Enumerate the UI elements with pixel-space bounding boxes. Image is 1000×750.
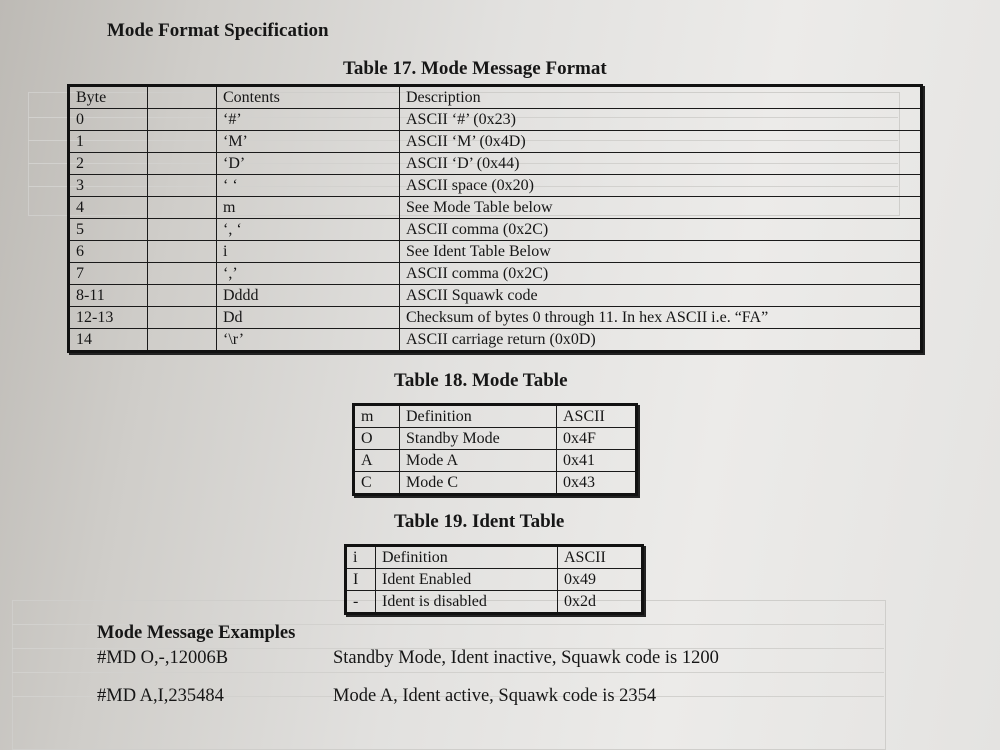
cell-code: O [354, 428, 400, 450]
header-i: i [346, 546, 376, 569]
cell-description: Checksum of bytes 0 through 11. In hex ASCII i.e. “FA” [400, 307, 922, 329]
cell-ascii: 0x49 [558, 569, 643, 591]
header-ascii: ASCII [557, 405, 637, 428]
header-m: m [354, 405, 400, 428]
cell-ascii: 0x2d [558, 591, 643, 614]
cell-blank [148, 197, 217, 219]
cell-description: ASCII carriage return (0x0D) [400, 329, 922, 352]
cell-description: ASCII Squawk code [400, 285, 922, 307]
header-contents: Contents [217, 86, 400, 109]
cell-contents: ‘M’ [217, 131, 400, 153]
cell-description: ASCII ‘M’ (0x4D) [400, 131, 922, 153]
cell-blank [148, 153, 217, 175]
mode-table [352, 403, 638, 496]
cell-description: ASCII comma (0x2C) [400, 263, 922, 285]
cell-blank [148, 241, 217, 263]
cell-byte: 4 [69, 197, 148, 219]
cell-contents: ‘#’ [217, 109, 400, 131]
ident-table [344, 544, 644, 615]
cell-ascii: 0x4F [557, 428, 637, 450]
example-description: Standby Mode, Ident inactive, Squawk code is 1200 [333, 648, 719, 668]
cell-blank [148, 131, 217, 153]
table-row [69, 175, 922, 197]
cell-byte: 5 [69, 219, 148, 241]
bleed-through-rule [12, 672, 884, 673]
cell-definition: Mode C [400, 472, 557, 495]
table-row [69, 241, 922, 263]
cell-byte: 14 [69, 329, 148, 352]
cell-code: A [354, 450, 400, 472]
header-definition: Definition [400, 405, 557, 428]
example-code: #MD A,I,235484 [97, 686, 224, 706]
table-row [69, 307, 922, 329]
header-definition: Definition [376, 546, 558, 569]
table-row [354, 472, 637, 495]
cell-blank [148, 263, 217, 285]
mode-message-format-table [67, 84, 923, 353]
cell-description: ASCII ‘#’ (0x23) [400, 109, 922, 131]
table18-caption: Table 18. Mode Table [394, 370, 568, 391]
header-blank [148, 86, 217, 109]
example-code: #MD O,-,12006B [97, 648, 229, 668]
cell-description: ASCII comma (0x2C) [400, 219, 922, 241]
cell-blank [148, 219, 217, 241]
table-row [69, 329, 922, 352]
cell-contents: Dddd [217, 285, 400, 307]
examples-title: Mode Message Examples [97, 623, 296, 643]
cell-blank [148, 329, 217, 352]
cell-byte: 3 [69, 175, 148, 197]
cell-blank [148, 109, 217, 131]
cell-byte: 6 [69, 241, 148, 263]
header-byte: Byte [69, 86, 148, 109]
table19-caption: Table 19. Ident Table [394, 511, 565, 532]
cell-contents: ‘,’ [217, 263, 400, 285]
table-row [69, 153, 922, 175]
cell-description: See Ident Table Below [400, 241, 922, 263]
cell-byte: 0 [69, 109, 148, 131]
cell-contents: ‘ ‘ [217, 175, 400, 197]
cell-byte: 1 [69, 131, 148, 153]
cell-ascii: 0x41 [557, 450, 637, 472]
table-row [354, 428, 637, 450]
table-row [69, 109, 922, 131]
cell-blank [148, 307, 217, 329]
table-header-row [354, 405, 637, 428]
cell-contents: ‘\r’ [217, 329, 400, 352]
table-row [69, 285, 922, 307]
cell-byte: 7 [69, 263, 148, 285]
page-heading: Mode Format Specification [107, 20, 329, 41]
cell-contents: ‘, ‘ [217, 219, 400, 241]
table-header-row [69, 86, 922, 109]
table-row [354, 450, 637, 472]
cell-description: See Mode Table below [400, 197, 922, 219]
cell-definition: Ident Enabled [376, 569, 558, 591]
table17-caption: Table 17. Mode Message Format [343, 58, 607, 79]
cell-byte: 2 [69, 153, 148, 175]
cell-code: I [346, 569, 376, 591]
cell-blank [148, 285, 217, 307]
table-header-row [346, 546, 643, 569]
header-ascii: ASCII [558, 546, 643, 569]
cell-byte: 12-13 [69, 307, 148, 329]
cell-code: - [346, 591, 376, 614]
cell-blank [148, 175, 217, 197]
table-row [346, 591, 643, 614]
table-row [69, 197, 922, 219]
cell-contents: i [217, 241, 400, 263]
cell-byte: 8-11 [69, 285, 148, 307]
cell-contents: Dd [217, 307, 400, 329]
cell-definition: Mode A [400, 450, 557, 472]
table-row [69, 131, 922, 153]
cell-definition: Ident is disabled [376, 591, 558, 614]
header-description: Description [400, 86, 922, 109]
cell-contents: ‘D’ [217, 153, 400, 175]
table-row [346, 569, 643, 591]
table-row [69, 263, 922, 285]
cell-description: ASCII ‘D’ (0x44) [400, 153, 922, 175]
example-description: Mode A, Ident active, Squawk code is 2354 [333, 686, 657, 706]
cell-ascii: 0x43 [557, 472, 637, 495]
cell-contents: m [217, 197, 400, 219]
cell-definition: Standby Mode [400, 428, 557, 450]
table-row [69, 219, 922, 241]
cell-code: C [354, 472, 400, 495]
cell-description: ASCII space (0x20) [400, 175, 922, 197]
